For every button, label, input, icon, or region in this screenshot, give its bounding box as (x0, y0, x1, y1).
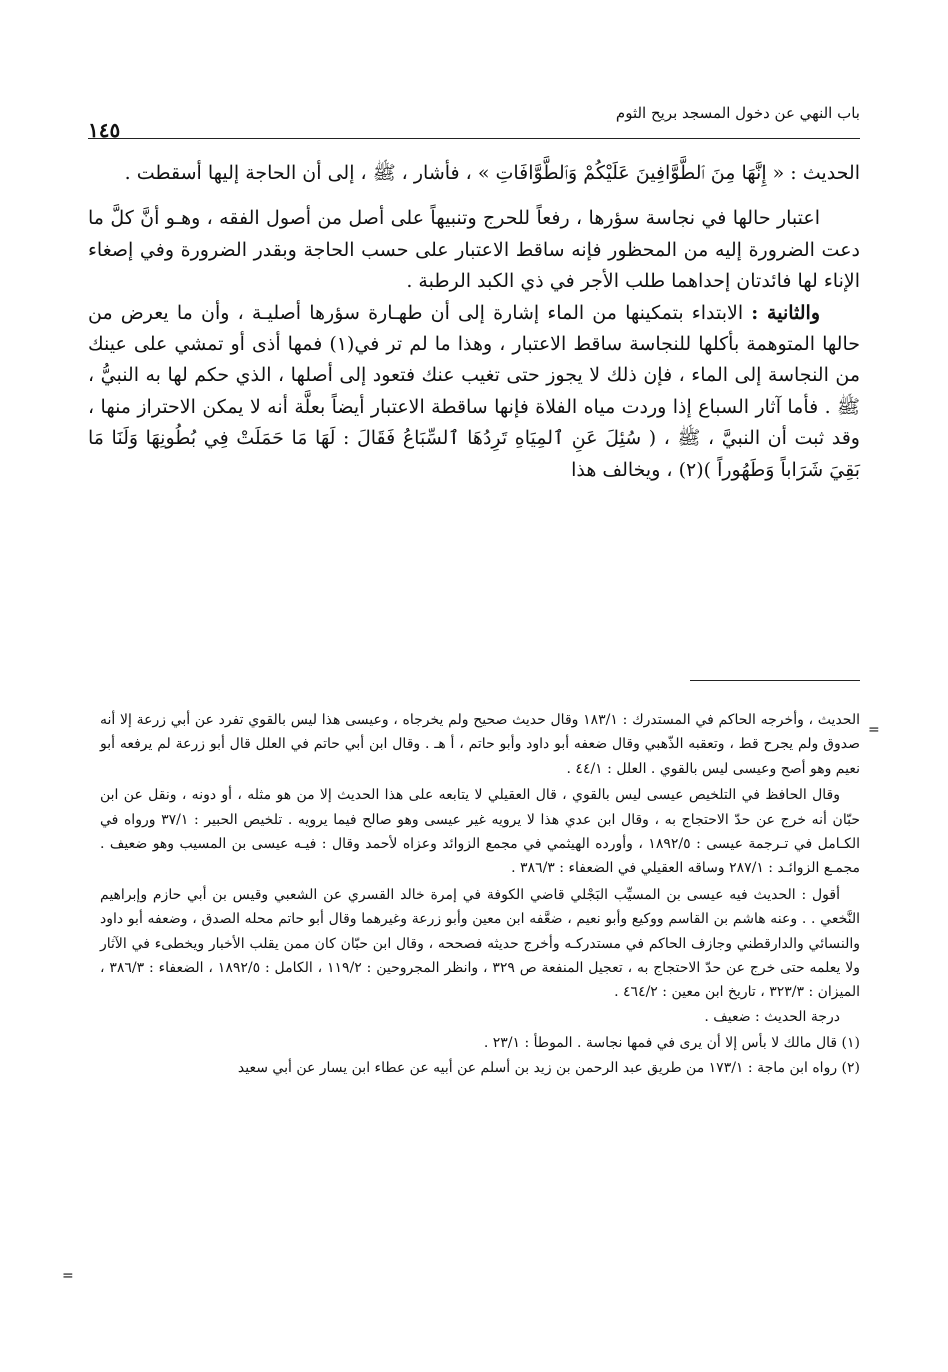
footnote-separator (690, 680, 860, 681)
continuation-mark: = (868, 722, 880, 738)
footnote-note-1: (١) قال مالك لا بأس إلا أن يرى في فمها نجاسة . الموطأ : ٢٣/١ . (483, 1035, 860, 1052)
footnote-grade: درجة الحديث : ضعيف . (704, 1008, 840, 1025)
footnote-paragraph: وقال الحافظ في التلخيص عيسى ليس بالقوي ، قال العقيلي لا يتابعه على هذا الحديث إلا من هو مثله ، أو دونه ، ونقل عن ابن حبّان أنه خرج عن حدّ الاحتجاج به ، وقال ابن عدي هذا لا يرويه غير عيسى وهو صالح فيما يرويه . تلخيص الحبير : ٣٧/١ ورواه في الكـامل في تـرجمة عيسى : ١٨٩٢/٥ ، وأورده الهيثمي في مجمع الزوائد وعزاه لأحمد وقال : فيـه عيسى بن المسيب وهو ضعيف . مجمـع الزوائـد : ٢٨٧/١ وساقه العقيلي في الضعفاء : ٣٨٦/٣ . (100, 787, 860, 877)
footnote-note-2: (٢) رواه ابن ماجة : ١٧٣/١ من طريق عبد الرحمن بن زيد بن أسلم عن أبيه عن عطاء ابن يسار عن أبي سعيد (237, 1059, 860, 1076)
footnote-paragraph: أقول : الحديث فيه عيسى بن المسيِّب البَجْلي قاضي الكوفة في إمرة خالد القسري عن الشعبي وقيس بن أبي حازم وإبراهيم النَّخعي . . وعنه هاشم بن القاسم ووكيع وأبو نعيم ، ضعَّفه ابن معين وأبو زرعة وغيرهما وقال أبو حاتم محله الصدق ، وضعفه أبو داود والنسائي والدارقطني وجازف الحاكم في مستدركـه وأخرج حديثه فصححه ، وقال ابن حبّان كان ممن يقلب الأخبار ويخطىء في الآثار ولا يعلمه حتى خرج عن حدّ الاحتجاج به ، تعجيل المنفعة ص ٣٢٩ ، وانظر المجروحين : ١١٩/٢ ، الكامل : ١٨٩٢/٥ ، الضعفاء : ٣٨٦/٣ ، الميزان : ٣٢٣/٣ ، تاريخ ابن معين : ٤٦٤/٢ . (100, 886, 860, 1001)
body-paragraph-text: الابتداء بتمكينها من الماء إشارة إلى أن طهـارة سؤرها أصليـة ، وأن ما يعرض من حالها المتوهمة بأكلها للنجاسة ساقط الاعتبار ، وهذا ما لم تر في(١) فمها أذى أو تمشي على عينك من النجاسة إلى الماء ، فإن ذلك لا يجوز حتى تغيب عنك فتعود إلى أصلها ، الذي حكم لها به النبيُّ ، ﷺ . فأما آثار السباع إذا وردت مياه الفلاة فإنها ساقطة الاعتبار أيضاً بعلَّة أنه لا يمكن الاحتراز منها ، وقد ثبت أن النبيَّ ، ﷺ ، ( سُئِلَ عَنِ ٱلمِيَاهِ تَرِدُهَا ٱلسِّبَاعُ فَقَالَ : لَهَا مَا حَمَلَتْ فِي بُطُونِهَا وَلَنَا مَا بَقِيَ شَرَاباً وَطَهُوراً )(٢) ، ويخالف هذا (88, 301, 861, 481)
second-point-lead: والثانية : (751, 301, 821, 324)
body-paragraph: الحديث : « إِنَّهَا مِنَ ٱلطَّوَّافِينَ عَلَيْكُمْ وَٱلطَّوَّافَاتِ » ، فأشار ، ﷺ ، إلى أن الحاجة إليها أسقطت . (124, 162, 860, 184)
end-continuation-mark: = (62, 1268, 74, 1284)
header-rule (88, 138, 860, 139)
footnotes (100, 708, 860, 1080)
body-paragraph-second (88, 298, 860, 486)
main-text (88, 158, 860, 486)
page-number: ١٤٥ (88, 118, 121, 142)
running-title: باب النهي عن دخول المسجد بريح الثوم (615, 104, 860, 122)
body-paragraph: اعتبار حالها في نجاسة سؤرها ، رفعاً للحرج وتنبيهاً على أصل من أصول الفقه ، وهـو أنَّ كلَّ ما دعت الضرورة إليه من المحظور فإنه ساقط الاعتبار على حسب الحاجة وبقدر الضرورة وفي إصغاء الإناء لها فائدتان إحداهما طلب الأجر في ذي الكبد الرطبة . (88, 207, 860, 293)
footnote-paragraph: الحديث ، وأخرجه الحاكم في المستدرك : ١٨٣/١ وقال حديث صحيح ولم يخرجاه ، وعيسى هذا ليس بالقوي تفرد عن أبي زرعة إلا أنه صدوق ولم يجرح قط ، وتعقبه الذّهبي وقال ضعفه أبو داود وأبو حاتم ، أ هـ . وقال ابن أبي حاتم في العلل قال أبو زرعة لم يرفعه أبو نعيم وهو أصح وعيسى ليس بالقوي . العلل : ٤٤/١ . (100, 712, 860, 777)
